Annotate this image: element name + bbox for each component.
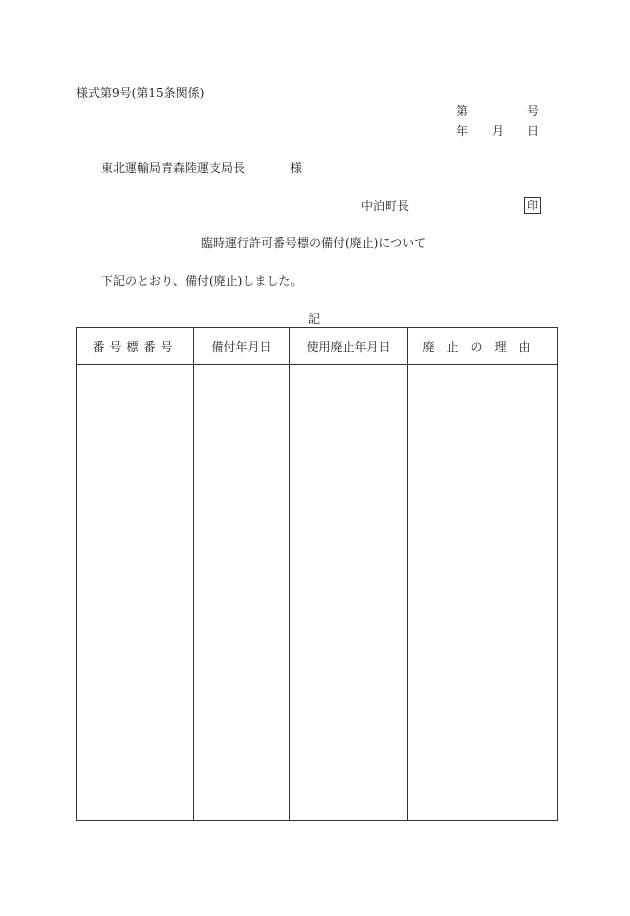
ki-heading: 記 <box>308 312 321 326</box>
records-table <box>76 327 558 821</box>
date-month: 月 <box>492 124 505 138</box>
seal-mark: 印 <box>524 197 541 214</box>
cell-abolish-reason[interactable] <box>408 365 558 821</box>
col-header-abolish-reason: 廃止の理由 <box>408 328 558 365</box>
col-header-plate-number: 番号標番号 <box>77 328 194 365</box>
sender-name: 中泊町長 <box>361 199 410 213</box>
doc-number-suffix: 号 <box>527 104 540 118</box>
date-day: 日 <box>527 124 540 138</box>
document-title: 臨時運行許可番号標の備付(廃止)について <box>201 236 427 250</box>
recipient-name: 東北運輸局青森陸運支局長 <box>101 161 246 175</box>
col-header-install-date: 備付年月日 <box>194 328 290 365</box>
recipient-honorific: 様 <box>290 161 303 175</box>
doc-number-prefix: 第 <box>456 104 469 118</box>
form-number: 様式第9号(第15条関係) <box>76 86 205 100</box>
body-text: 下記のとおり、備付(廃止)しました。 <box>101 274 303 288</box>
col-header-abolish-date: 使用廃止年月日 <box>290 328 408 365</box>
date-year: 年 <box>456 124 469 138</box>
table-row <box>77 365 558 821</box>
cell-install-date[interactable] <box>194 365 290 821</box>
cell-abolish-date[interactable] <box>290 365 408 821</box>
table-header-row <box>77 328 558 365</box>
cell-plate-number[interactable] <box>77 365 194 821</box>
